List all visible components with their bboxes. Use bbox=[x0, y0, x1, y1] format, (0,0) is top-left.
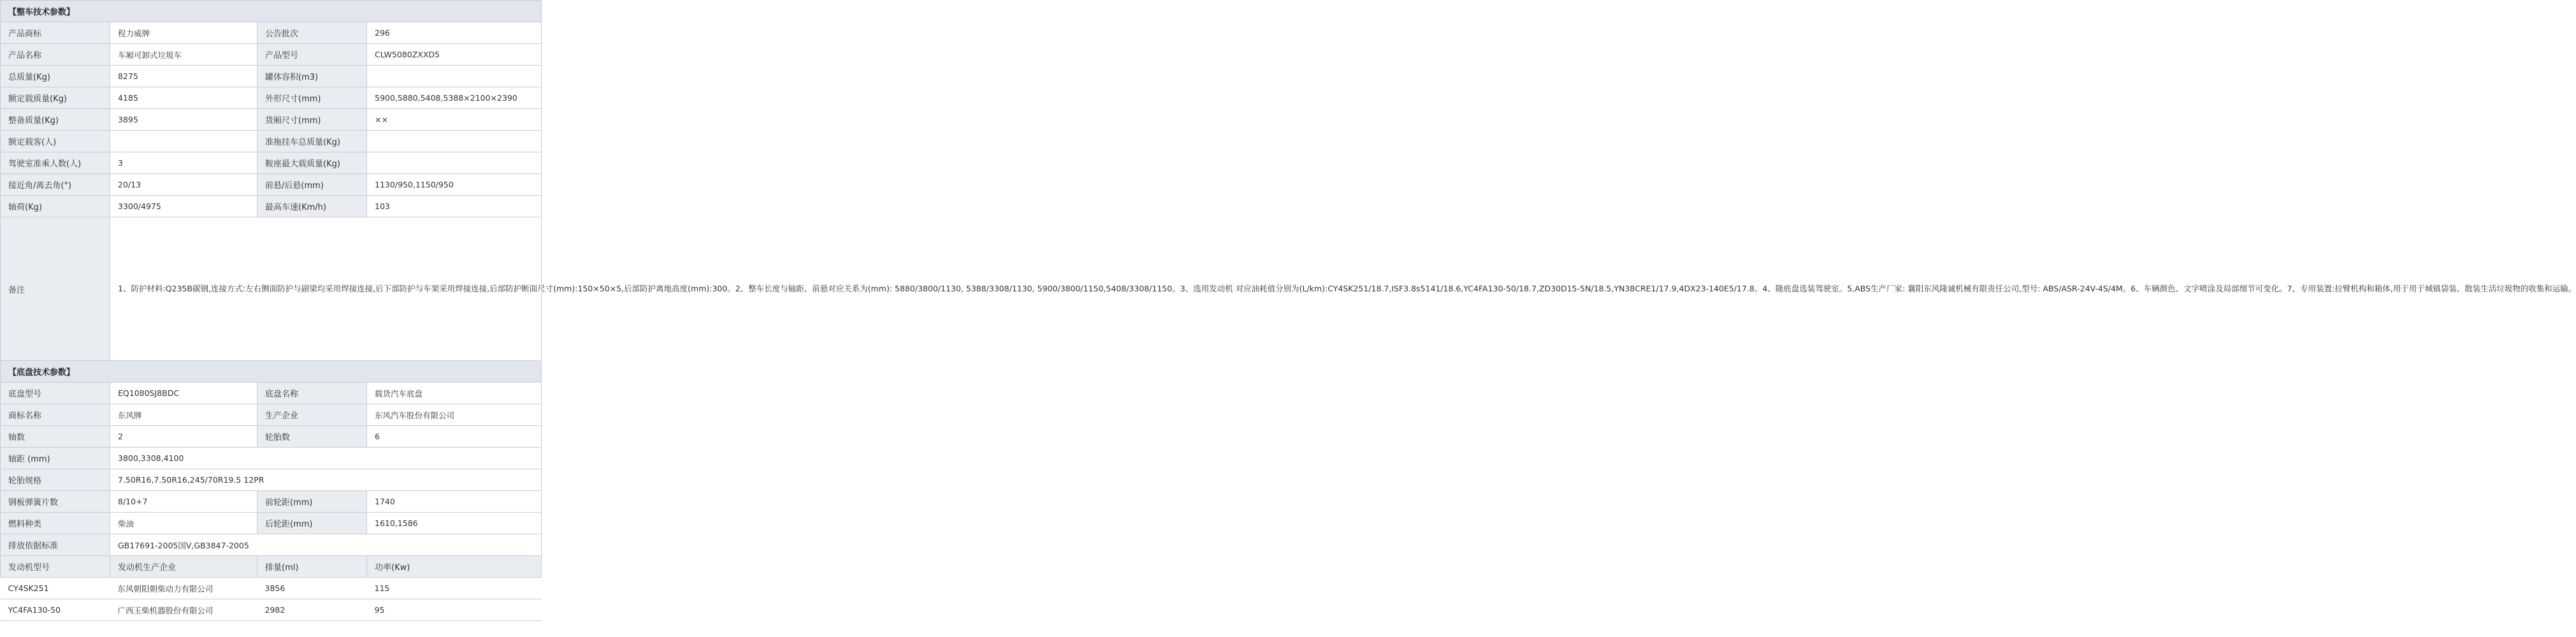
engine-cell: 115 bbox=[367, 578, 542, 599]
spec-label: 后轮距(mm) bbox=[257, 513, 367, 534]
spec-label: 底盘型号 bbox=[1, 383, 110, 404]
spec-value bbox=[367, 66, 542, 87]
spec-label: 最高车速(Km/h) bbox=[257, 196, 367, 217]
spec-label: 公告批次 bbox=[257, 22, 367, 44]
spec-row bbox=[1, 44, 542, 66]
engine-header: 发动机型号 bbox=[1, 556, 110, 578]
spec-row bbox=[1, 196, 542, 217]
spec-row bbox=[1, 491, 542, 513]
spec-label: 轮胎规格 bbox=[1, 469, 110, 491]
spec-label: 鞍座最大载质量(Kg) bbox=[257, 152, 367, 174]
spec-value: 2 bbox=[110, 426, 257, 448]
spec-row bbox=[1, 534, 542, 556]
spec-value bbox=[367, 152, 542, 174]
engine-cell: 95 bbox=[367, 599, 542, 621]
spec-label: 钢板弹簧片数 bbox=[1, 491, 110, 513]
spec-value: 东风汽车股份有限公司 bbox=[367, 404, 542, 426]
spec-label: 商标名称 bbox=[1, 404, 110, 426]
spec-row bbox=[1, 22, 542, 44]
remark-row bbox=[1, 217, 542, 361]
spec-label: 货厢尺寸(mm) bbox=[257, 109, 367, 131]
spec-label: 轴数 bbox=[1, 426, 110, 448]
spec-value: EQ1080SJ8BDC bbox=[110, 383, 257, 404]
spec-value: 7.50R16,7.50R16,245/70R19.5 12PR bbox=[110, 469, 542, 491]
spec-value: 1740 bbox=[367, 491, 542, 513]
spec-row bbox=[1, 66, 542, 87]
spec-value: 1610,1586 bbox=[367, 513, 542, 534]
spec-value: 4185 bbox=[110, 87, 257, 109]
spec-row bbox=[1, 404, 542, 426]
spec-value: 8275 bbox=[110, 66, 257, 87]
vehicle-section-header bbox=[1, 1, 542, 22]
spec-label: 底盘名称 bbox=[257, 383, 367, 404]
spec-label: 产品型号 bbox=[257, 44, 367, 66]
chassis-section-title: 【底盘技术参数】 bbox=[1, 361, 542, 383]
spec-row bbox=[1, 87, 542, 109]
spec-value: ×× bbox=[367, 109, 542, 131]
engine-cell: 广西玉柴机器股份有限公司 bbox=[110, 599, 257, 621]
spec-label: 外形尺寸(mm) bbox=[257, 87, 367, 109]
spec-label: 生产企业 bbox=[257, 404, 367, 426]
spec-label: 前悬/后悬(mm) bbox=[257, 174, 367, 196]
spec-value: 8/10+7 bbox=[110, 491, 257, 513]
spec-value: 柴油 bbox=[110, 513, 257, 534]
spec-label: 前轮距(mm) bbox=[257, 491, 367, 513]
spec-value: 程力威牌 bbox=[110, 22, 257, 44]
spec-label: 轴距 (mm) bbox=[1, 448, 110, 469]
spec-value: 3800,3308,4100 bbox=[110, 448, 542, 469]
engine-cell: CY4SK251 bbox=[1, 578, 110, 599]
spec-value bbox=[110, 131, 257, 152]
spec-value: 3895 bbox=[110, 109, 257, 131]
spec-value: CLW5080ZXXD5 bbox=[367, 44, 542, 66]
vehicle-section-title: 【整车技术参数】 bbox=[1, 1, 542, 22]
remark-text: 1、防护材料:Q235B碳钢,连接方式:左右侧面防护与副梁均采用焊接连接,后下部防护与车架采用焊接连接,后部防护断面尺寸(mm):150×50×5,后部防护离地高度(mm):300。2、整车长度与轴距、前悬对应关系为(mm): 5880/3800/1130, 5388/3308/1130, 5900/3800/1150,5408/3308/1150。3、选用发动机 对应油耗值分别为(L/km):CY4SK251/18.7,ISF3.8s5141/18.6,YC4FA130-50/18.7,ZD30D15-5N/18.5,YN38CRE1/17.9,4DX23-140E5/17.8。4、随底盘选装驾驶室。5,ABS生产厂家: 襄阳东风隆诚机械有限责任公司,型号: ABS/ASR-24V-4S/4M。6、车辆颜色、文字喷涂及局部细节可变化。7、专用装置:拉臂机构和箱体,用于用于城镇袋装、散装生活垃圾物的收集和运输。 bbox=[110, 217, 542, 361]
engine-header: 发动机生产企业 bbox=[110, 556, 257, 578]
spec-value: 5900,5880,5408,5388×2100×2390 bbox=[367, 87, 542, 109]
spec-label: 燃料种类 bbox=[1, 513, 110, 534]
spec-row bbox=[1, 174, 542, 196]
spec-label: 产品商标 bbox=[1, 22, 110, 44]
spec-value: 6 bbox=[367, 426, 542, 448]
spec-value: 20/13 bbox=[110, 174, 257, 196]
spec-label: 产品名称 bbox=[1, 44, 110, 66]
spec-row bbox=[1, 426, 542, 448]
spec-value: 3300/4975 bbox=[110, 196, 257, 217]
engine-cell: 东风朝阳朝柴动力有限公司 bbox=[110, 578, 257, 599]
spec-label: 接近角/离去角(°) bbox=[1, 174, 110, 196]
spec-label: 驾驶室准乘人数(人) bbox=[1, 152, 110, 174]
spec-label: 轮胎数 bbox=[257, 426, 367, 448]
spec-row bbox=[1, 448, 542, 469]
spec-value: 103 bbox=[367, 196, 542, 217]
spec-value: 载货汽车底盘 bbox=[367, 383, 542, 404]
spec-value bbox=[367, 131, 542, 152]
engine-row bbox=[1, 599, 542, 621]
engine-cell: YC4FA130-50 bbox=[1, 599, 110, 621]
spec-label: 总质量(Kg) bbox=[1, 66, 110, 87]
spec-row bbox=[1, 469, 542, 491]
emission-value: GB17691-2005国Ⅴ,GB3847-2005 bbox=[110, 534, 542, 556]
spec-value: 1130/950,1150/950 bbox=[367, 174, 542, 196]
spec-row bbox=[1, 513, 542, 534]
engine-cell: 2982 bbox=[257, 599, 367, 621]
spec-label: 额定载质量(Kg) bbox=[1, 87, 110, 109]
spec-row bbox=[1, 131, 542, 152]
engine-header: 排量(ml) bbox=[257, 556, 367, 578]
spec-label: 准拖挂车总质量(Kg) bbox=[257, 131, 367, 152]
engine-header-row bbox=[1, 556, 542, 578]
engine-cell: 3856 bbox=[257, 578, 367, 599]
spec-value: 东风牌 bbox=[110, 404, 257, 426]
spec-label: 轴荷(Kg) bbox=[1, 196, 110, 217]
remark-label: 备注 bbox=[1, 217, 110, 361]
engine-row bbox=[1, 578, 542, 599]
spec-row bbox=[1, 109, 542, 131]
spec-value: 296 bbox=[367, 22, 542, 44]
spec-label: 额定载客(人) bbox=[1, 131, 110, 152]
spec-label: 整备质量(Kg) bbox=[1, 109, 110, 131]
chassis-section-header bbox=[1, 361, 542, 383]
spec-row bbox=[1, 152, 542, 174]
emission-label: 排放依据标准 bbox=[1, 534, 110, 556]
spec-value: 3 bbox=[110, 152, 257, 174]
spec-row bbox=[1, 383, 542, 404]
spec-value: 车厢可卸式垃圾车 bbox=[110, 44, 257, 66]
engine-header: 功率(Kw) bbox=[367, 556, 542, 578]
spec-label: 罐体容积(m3) bbox=[257, 66, 367, 87]
